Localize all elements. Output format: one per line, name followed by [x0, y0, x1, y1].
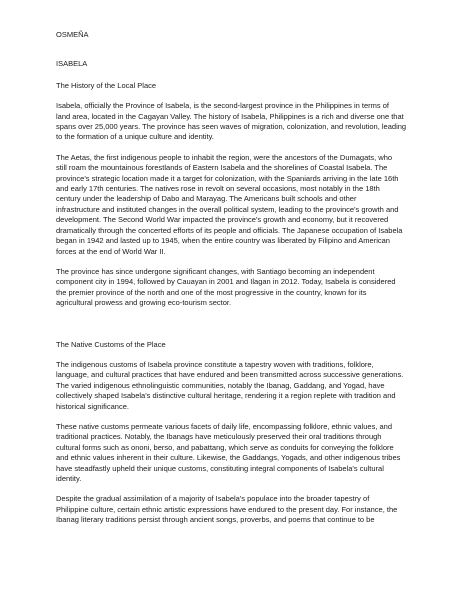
paragraph-line: Ibanag literary traditions persist through ancient songs, proverbs, and poems that continue to be — [56, 515, 375, 525]
paragraph — [56, 101, 426, 143]
paragraph-line: the premier province of the north and one of the most progressive in the country, known for its — [56, 287, 367, 297]
paragraph-line: language, and cultural practices that have endured and been transmitted across successive generations. — [56, 370, 404, 380]
paragraph-line: identity. — [56, 474, 82, 483]
paragraph-line: The province has since undergone significant changes, with Santiago becoming an independent — [56, 266, 375, 276]
paragraph-line: traditional practices. Notably, the Ibanags have meticulously preserved their oral traditions through — [56, 432, 382, 442]
paragraph-line: development. The Second World War impacted the province's growth and economy, but it recovered — [56, 215, 389, 225]
customs-section-body — [56, 360, 426, 526]
paragraph — [56, 422, 426, 484]
paragraph-line: collectively shaped Isabela's distinctive cultural heritage, rendering it a region replete with tradition and — [56, 391, 396, 401]
paragraph — [56, 153, 426, 257]
paragraph-line: and early 17th centuries. The natives rose in revolt on several occasions, most notably in the 18th — [56, 184, 380, 194]
paragraph-line: have steadfastly upheld their unique customs, constituting integral components of Isabela's cultural — [56, 463, 384, 473]
paragraph-line: Philippine culture, certain ethnic artistic expressions have endured to the present day. For instance, the — [56, 504, 398, 514]
paragraph-line: forces at the end of World War II. — [56, 246, 166, 256]
paragraph-line: province's strategic location made it a target for colonization, with the Spaniards arriving in the late 16th — [56, 173, 399, 183]
paragraph-line: agricultural prowess and growing eco-tourism sector. — [56, 298, 232, 308]
paragraph-line: infrastructure and instituted changes in the overall political system, leading to the province's growth and — [56, 204, 399, 214]
paragraph-line: cultural forms such as ononi, berso, and pabattang, which serve as conduits for conveying the folklore — [56, 442, 394, 452]
paragraph-line: still roam the mountainous forestlands of Eastern Isabela and the shorelines of Coastal Isabela. The — [56, 163, 388, 173]
paragraph-line: century under the leadership of Dabo and Marayag. The Americans built schools and other — [56, 194, 357, 204]
paragraph-line: Despite the gradual assimilation of a majority of Isabela's populace into the broader tapestry of — [56, 494, 370, 504]
paragraph-line: spans over 25,000 years. The province has seen waves of migration, colonization, and revolution, leading — [56, 122, 407, 132]
paragraph-line: historical significance. — [56, 401, 129, 411]
paragraph-line: Isabela, officially the Province of Isabela, is the second-largest province in the Philippines in terms of — [56, 101, 389, 111]
paragraph-line: began in 1942 and lasted up to 1945, when the entire country was liberated by Filipino and American — [56, 236, 390, 246]
paragraph-line: The varied indigenous ethnolinguistic communities, notably the Ibanag, Gaddang, and Yogad, have — [56, 380, 385, 390]
paragraph-line: dramatically through the concerted efforts of its people and officials. The Japanese occupation of Isabela — [56, 225, 403, 235]
paragraph-line: land area, located in the Cagayan Valley. The history of Isabela, Philippines is a rich and diverse one that — [56, 111, 404, 121]
history-section-title: The History of the Local Place — [56, 80, 157, 90]
section-spacer — [56, 319, 426, 340]
paragraph-line: The indigenous customs of Isabela province constitute a tapestry woven with traditions, folklore, — [56, 359, 374, 369]
province-heading: ISABELA — [56, 59, 88, 69]
history-section-body — [56, 101, 426, 308]
paragraph-line: These native customs permeate various facets of daily life, encompassing folklore, ethnic values, and — [56, 421, 393, 431]
paragraph-line: component city in 1994, followed by Cauayan in 2001 and Ilagan in 2012. Today, Isabela is considered — [56, 277, 396, 287]
paragraph-line: and ethnic values inherent in their culture. Likewise, the Gaddangs, Yogads, and other indigenous tribes — [56, 453, 401, 463]
paragraph-line: The Aetas, the first indigenous people to inhabit the region, were the ancestors of the Dumagats, who — [56, 152, 393, 162]
author-name: OSMEÑA — [56, 30, 89, 39]
paragraph — [56, 360, 426, 412]
customs-section-title: The Native Customs of the Place — [56, 339, 166, 349]
paragraph — [56, 267, 426, 309]
paragraph — [56, 494, 426, 525]
paragraph-line: to the formation of a unique culture and identity. — [56, 132, 214, 142]
document-page — [56, 30, 426, 536]
